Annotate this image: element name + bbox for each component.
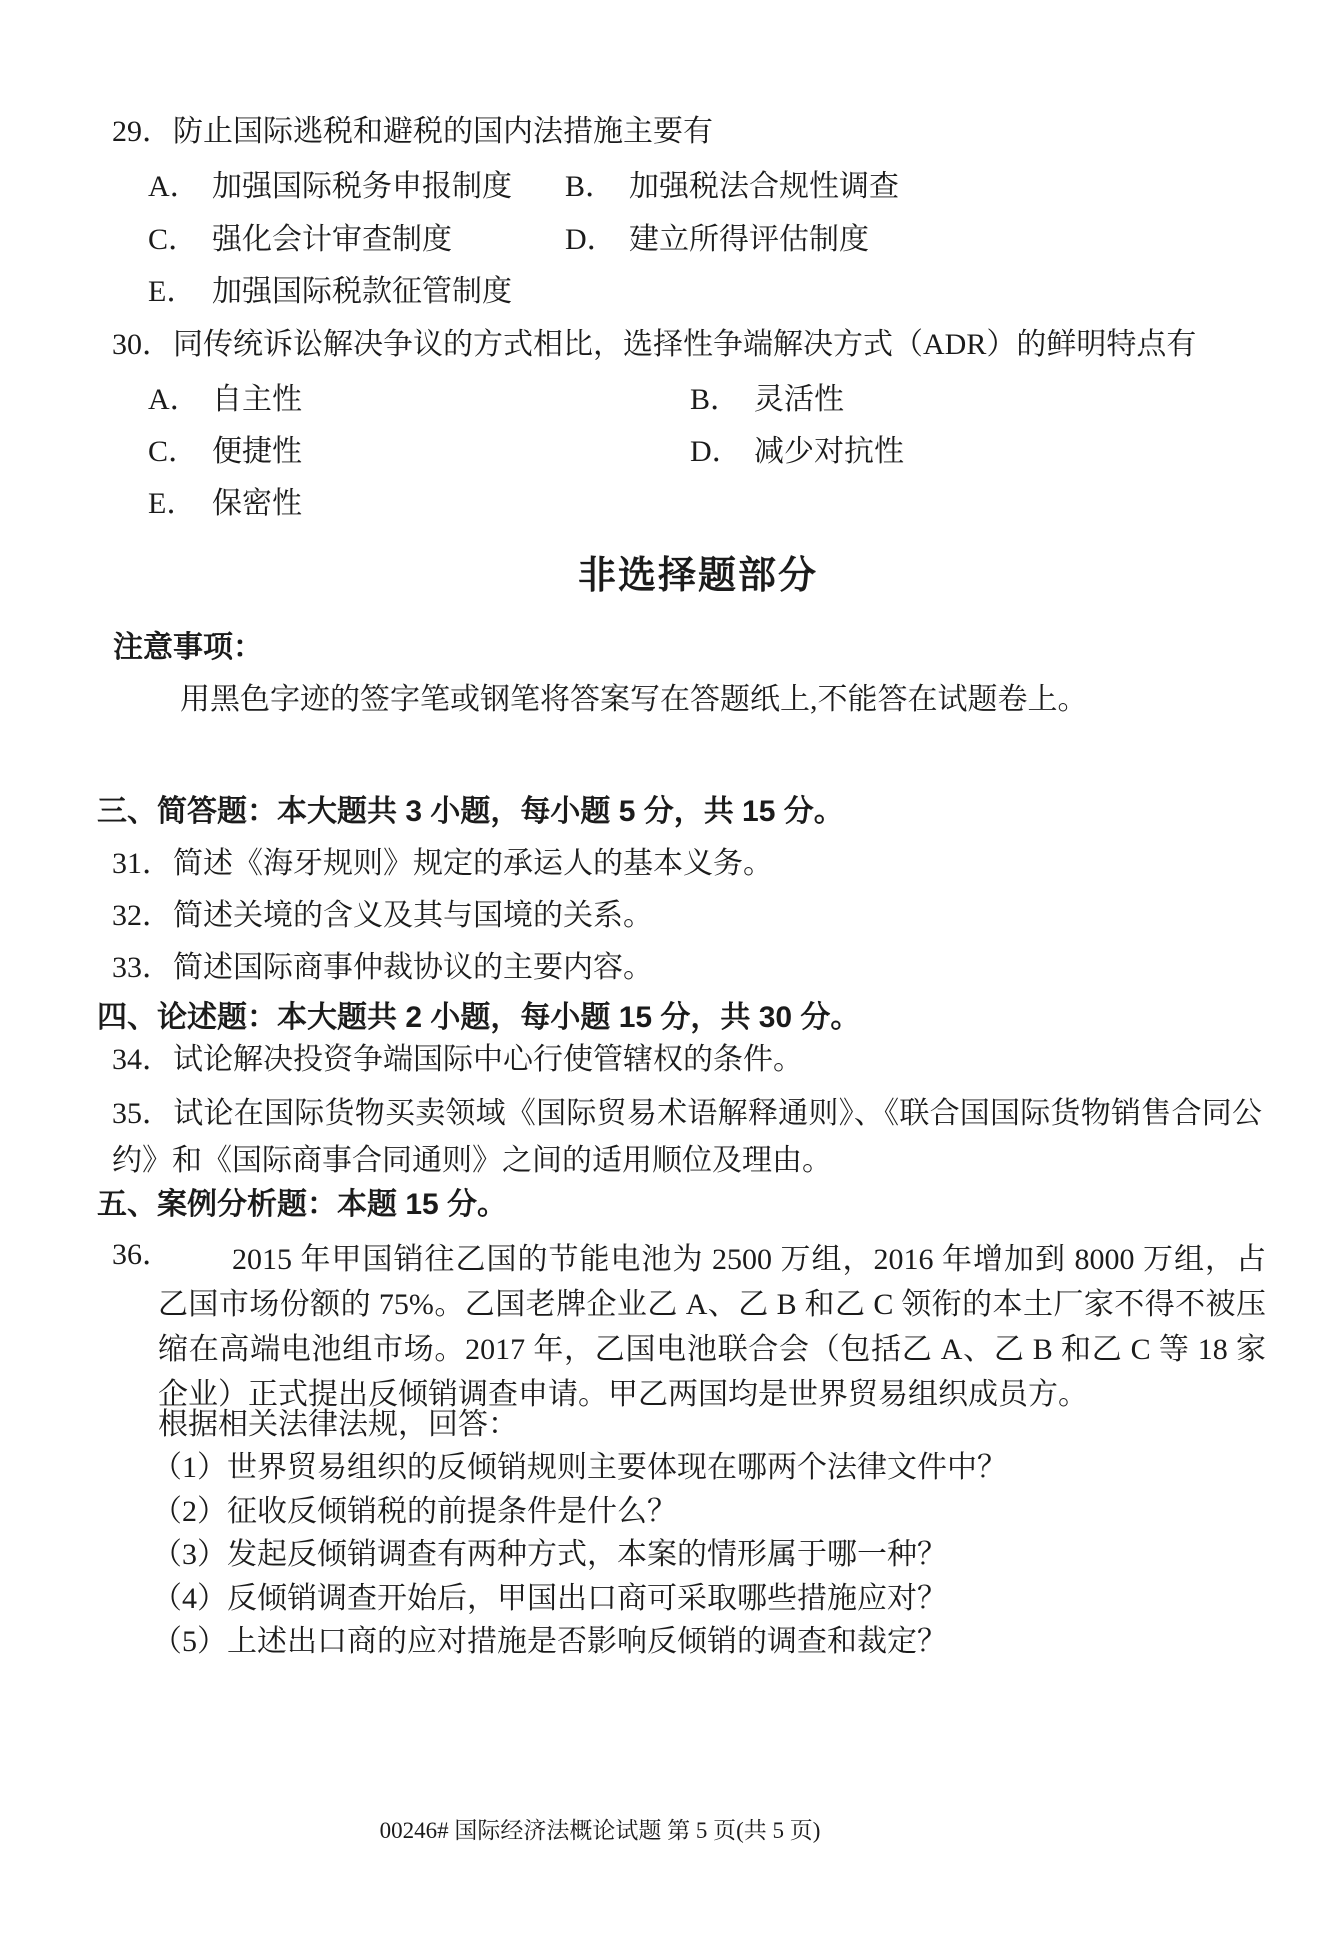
question-36-sub-1: （1）世界贸易组织的反倾销规则主要体现在哪两个法律文件中？ [152, 1451, 1007, 1484]
option-a-text: 加强国际税务申报制度 [212, 170, 512, 203]
notice-title: 注意事项： [113, 631, 263, 664]
option-a-text: 自主性 [212, 383, 302, 416]
question-36-sub-5: （5）上述出口商的应对措施是否影响反倾销的调查和裁定？ [152, 1625, 947, 1658]
option-c-text: 强化会计审查制度 [212, 223, 452, 256]
question-29-option-e [148, 274, 512, 310]
question-29-option-a [148, 169, 512, 205]
question-29-option-c [148, 222, 452, 258]
question-35-text: 试论在国际货物买卖领域《国际贸易术语解释通则》、《联合国国际货物销售合同公约》和《国际商事合同通则》之间的适用顺位及理由。 [112, 1097, 1262, 1177]
question-30-number: 30． [112, 328, 172, 361]
question-31-text: 简述《海牙规则》规定的承运人的基本义务。 [173, 847, 773, 880]
question-35 [112, 1090, 1262, 1184]
notice-body: 用黑色字迹的签字笔或钢笔将答案写在答题纸上,不能答在试题卷上。 [180, 683, 1088, 716]
question-36-body: 2015 年甲国销往乙国的节能电池为 2500 万组，2016 年增加到 8000 万组，占乙国市场份额的 75%。乙国老牌企业乙 A、乙 B 和乙 C 领衔的本土厂家不得不被压缩在高端电池组市场。2017 年，乙国电池联合会（包括乙 A、乙 B 和乙 C 等 18 家企业）正式提出反倾销调查申请。甲乙两国均是世界贸易组织成员方。 [158, 1243, 1266, 1411]
question-32 [112, 898, 653, 934]
section-heading: 非选择题部分 [577, 555, 818, 597]
question-33-number: 33． [112, 951, 172, 984]
option-d-label: D． [565, 223, 617, 256]
option-d-label: D． [690, 435, 742, 468]
question-36-number: 36． [112, 1238, 172, 1271]
question-30-option-c [148, 434, 302, 470]
option-d-text: 建立所得评估制度 [629, 223, 869, 256]
question-29-stem: 防止国际逃税和避税的国内法措施主要有 [173, 115, 713, 148]
question-36-sub-4: （4）反倾销调查开始后，甲国出口商可采取哪些措施应对？ [152, 1582, 947, 1615]
question-30-option-e [148, 486, 302, 522]
section-5-heading: 五、案例分析题：本题 15 分。 [97, 1188, 508, 1221]
option-e-label: E． [148, 275, 197, 308]
question-33 [112, 950, 653, 986]
question-34 [112, 1042, 803, 1078]
question-30-option-d [690, 434, 904, 470]
question-30-option-a [148, 382, 302, 418]
question-32-number: 32． [112, 899, 172, 932]
question-30-stem-row [112, 327, 1196, 363]
question-36-sub-3: （3）发起反倾销调查有两种方式，本案的情形属于哪一种？ [152, 1538, 947, 1571]
option-b-label: B． [565, 170, 616, 203]
option-e-text: 加强国际税款征管制度 [212, 275, 512, 308]
section-3-heading: 三、简答题：本大题共 3 小题，每小题 5 分，共 15 分。 [97, 795, 844, 828]
option-e-text: 保密性 [212, 487, 302, 520]
page-footer: 00246# 国际经济法概论试题 第 5 页(共 5 页) [379, 1818, 821, 1843]
option-b-label: B． [690, 383, 741, 416]
option-d-text: 减少对抗性 [754, 435, 904, 468]
question-31 [112, 846, 773, 882]
question-30-stem: 同传统诉讼解决争议的方式相比，选择性争端解决方式（ADR）的鲜明特点有 [173, 328, 1197, 361]
question-29-option-b [565, 169, 899, 205]
question-36-sub-2: （2）征收反倾销税的前提条件是什么？ [152, 1495, 677, 1528]
question-29-number: 29． [112, 115, 172, 148]
section-4-heading: 四、论述题：本大题共 2 小题，每小题 15 分，共 30 分。 [97, 1001, 861, 1034]
option-a-label: A． [148, 170, 200, 203]
question-33-text: 简述国际商事仲裁协议的主要内容。 [173, 951, 653, 984]
question-36-prompt: 根据相关法律法规，回答： [158, 1408, 518, 1441]
question-31-number: 31． [112, 847, 172, 880]
question-34-text: 试论解决投资争端国际中心行使管辖权的条件。 [173, 1043, 803, 1076]
option-b-text: 灵活性 [754, 383, 844, 416]
option-c-text: 便捷性 [212, 435, 302, 468]
option-e-label: E． [148, 487, 197, 520]
option-b-text: 加强税法合规性调查 [629, 170, 899, 203]
option-c-label: C． [148, 435, 199, 468]
question-32-text: 简述关境的含义及其与国境的关系。 [173, 899, 653, 932]
question-29-stem-row [112, 114, 713, 150]
option-c-label: C． [148, 223, 199, 256]
question-34-number: 34． [112, 1043, 172, 1076]
question-30-option-b [690, 382, 844, 418]
question-29-option-d [565, 222, 869, 258]
question-35-number: 35． [112, 1097, 172, 1130]
option-a-label: A． [148, 383, 200, 416]
